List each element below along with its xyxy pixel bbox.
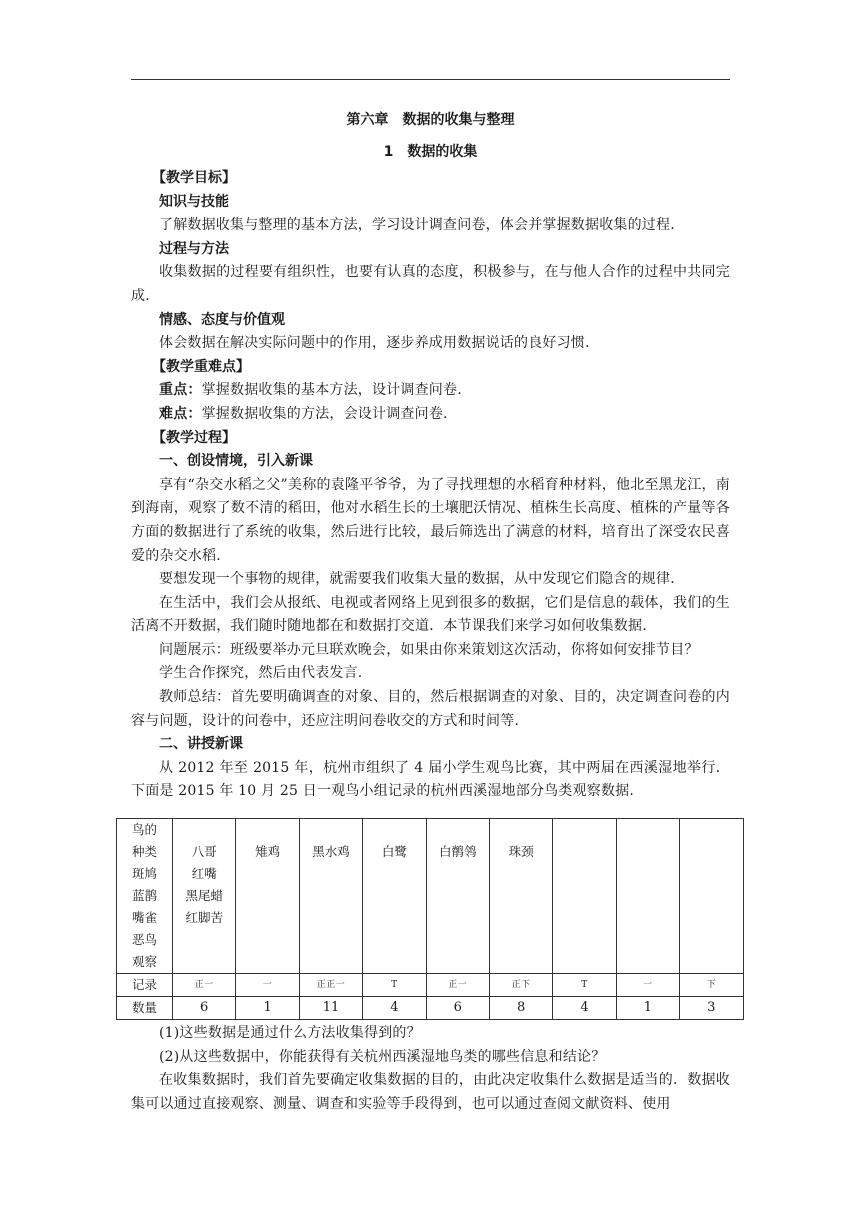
process-method-heading: 过程与方法 — [159, 240, 229, 257]
document-body — [131, 103, 730, 1116]
tally-cell: T — [553, 974, 616, 997]
header-rule — [131, 79, 730, 80]
tally-cell: 正正一 — [299, 974, 362, 997]
paragraph-1: 享有“杂交水稻之父”美称的袁隆平爷爷，为了寻找理想的水稻育种材料，他北至黑龙江，南到海南，观察了数不清的稻田，他对水稻生长的土壤肥沃情况、植株生长高度、植株的产量等各方面的数据进行了系统的收集，然后进行比较，最后筛选出了满意的材料，培育出了深受农民喜爱的杂交水稻. — [131, 476, 730, 564]
part1-heading: 一、创设情境，引入新课 — [159, 453, 313, 470]
table-row — [117, 841, 744, 863]
tally-cell: 正一 — [426, 974, 489, 997]
count-cell: 4 — [553, 997, 616, 1020]
part2-heading: 二、讲授新课 — [159, 736, 243, 753]
knowledge-text: 了解数据收集与整理的基本方法，学习设计调查问卷，体会并掌握数据收集的过程. — [159, 217, 675, 234]
paragraph-3: 在生活中，我们会从报纸、电视或者网络上见到很多的数据，它们是信息的载体，我们的生活离不开数据，我们随时随地都在和数据打交道．本节课我们来学习如何收集数据. — [131, 594, 730, 635]
table-row — [117, 929, 744, 951]
paragraph-4: 问题展示：班级要举办元旦联欢晚会，如果由你来策划这次活动，你将如何安排节目？ — [159, 641, 699, 658]
table-row — [117, 863, 744, 885]
paragraph-5: 学生合作探究，然后由代表发言. — [159, 665, 363, 682]
attitude-heading: 情感、态度与价值观 — [159, 311, 285, 328]
count-cell: 6 — [173, 997, 236, 1020]
table-cell: 白鹭 — [363, 841, 426, 863]
tally-cell: 下 — [680, 974, 743, 997]
difficult-label: 难点： — [159, 405, 202, 422]
table-cell: 黑尾蜡 — [173, 885, 236, 907]
paragraph-2: 要想发现一个事物的规律，就需要我们收集大量的数据，从中发现它们隐含的规律. — [159, 571, 675, 588]
process-heading: 【教学过程】 — [152, 429, 236, 446]
table-row-label: 记录 — [117, 974, 173, 997]
paragraph-7: 从 2012 年至 2015 年，杭州市组织了 4 届小学生观鸟比赛，其中两届在西溪湿地举行．下面是 2015 年 10 月 25 日一观鸟小组记录的杭州西溪湿地部分鸟类观察数据. — [131, 759, 730, 800]
difficult-text: 掌握数据收集的方法，会设计调查问卷. — [201, 405, 448, 422]
table-cell: 红嘴 — [173, 863, 236, 885]
table-cell: 黑水鸡 — [299, 841, 362, 863]
section-title: 1 数据的收集 — [383, 144, 478, 160]
table-row — [117, 885, 744, 907]
table-cell: 白鹡鸰 — [426, 841, 489, 863]
table-row-label: 斑鸠 — [117, 863, 173, 885]
table-cell: 珠颈 — [489, 841, 552, 863]
attitude-text: 体会数据在解决实际问题中的作用，逐步养成用数据说话的良好习惯. — [159, 335, 590, 352]
table-cell: 八哥 — [173, 841, 236, 863]
chapter-title: 第六章 数据的收集与整理 — [346, 112, 515, 128]
table-row — [117, 819, 744, 842]
question-2: (2)从这些数据中，你能获得有关杭州西溪湿地鸟类的哪些信息和结论？ — [159, 1048, 606, 1065]
table-row-counts — [117, 997, 744, 1020]
count-cell: 4 — [363, 997, 426, 1020]
count-cell: 3 — [680, 997, 743, 1020]
table-cell: 红脚苦 — [173, 907, 236, 929]
key-points-heading: 【教学重难点】 — [152, 358, 250, 375]
table-row-label: 鸟的 — [117, 819, 173, 842]
key-label: 重点： — [159, 382, 202, 399]
question-1: (1)这些数据是通过什么方法收集得到的？ — [159, 1025, 421, 1042]
table-row — [117, 907, 744, 929]
table-row-label: 蓝鹊 — [117, 885, 173, 907]
tally-cell: 正下 — [489, 974, 552, 997]
paragraph-6: 教师总结：首先要明确调查的对象、目的，然后根据调查的对象、目的，决定调查问卷的内容与问题，设计的问卷中，还应注明问卷收交的方式和时间等. — [131, 689, 730, 729]
tally-cell: T — [363, 974, 426, 997]
table-row-label: 恶鸟 — [117, 929, 173, 951]
tally-cell: 正一 — [173, 974, 236, 997]
tally-cell: 一 — [236, 974, 299, 997]
count-cell: 6 — [426, 997, 489, 1020]
tally-cell: 一 — [616, 974, 679, 997]
knowledge-heading: 知识与技能 — [159, 193, 229, 210]
table-row-label: 种类 — [117, 841, 173, 863]
count-cell: 11 — [299, 997, 362, 1020]
count-cell: 1 — [236, 997, 299, 1020]
table-row-tallies — [117, 974, 744, 997]
table-row — [117, 951, 744, 974]
goals-heading: 【教学目标】 — [152, 170, 236, 186]
table-row-label: 嘴雀 — [117, 907, 173, 929]
key-point — [131, 379, 730, 403]
table-row-label: 数量 — [117, 997, 173, 1020]
process-method-text: 收集数据的过程要有组织性，也要有认真的态度，积极参与，在与他人合作的过程中共同完成. — [131, 264, 730, 304]
table-row-label: 观察 — [117, 951, 173, 974]
difficult-point — [131, 403, 730, 427]
count-cell: 8 — [489, 997, 552, 1020]
paragraph-8: 在收集数据时，我们首先要确定收集数据的目的，由此决定收集什么数据是适当的．数据收集可以通过直接观察、测量、调查和实验等手段得到，也可以通过查阅文献资料、使用 — [131, 1072, 730, 1112]
table-cell: 雉鸡 — [236, 841, 299, 863]
key-text: 掌握数据收集的基本方法，设计调查问卷. — [201, 382, 462, 399]
bird-observation-table — [116, 818, 744, 1020]
count-cell: 1 — [616, 997, 679, 1020]
